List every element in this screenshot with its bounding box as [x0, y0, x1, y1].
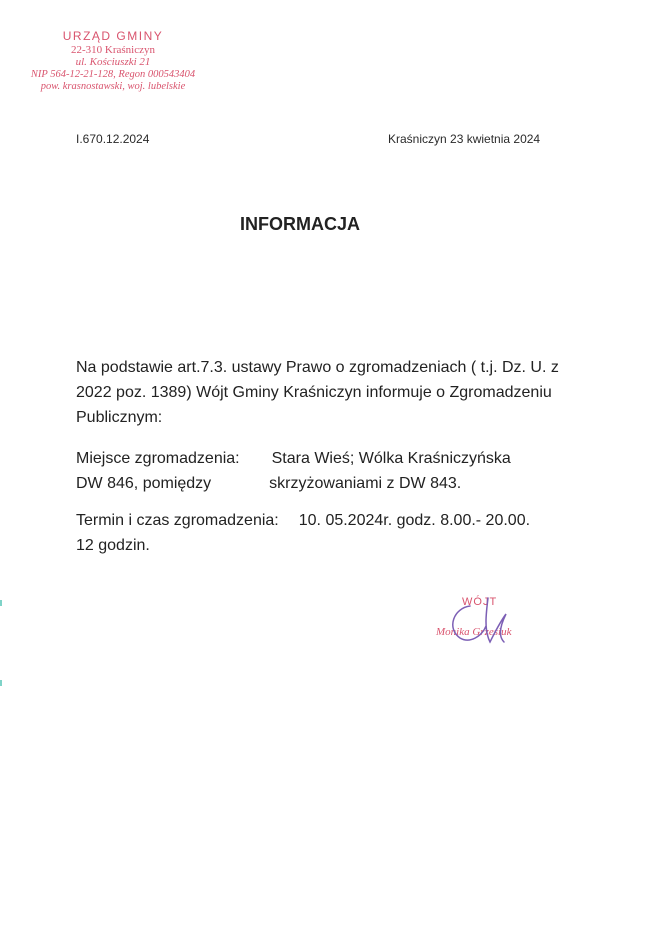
- time-section: [76, 508, 530, 558]
- document-title: INFORMACJA: [240, 214, 360, 234]
- time-row-1: [76, 508, 530, 533]
- place-row-1: [76, 446, 511, 471]
- time-value: 10. 05.2024r. godz. 8.00.- 20.00.: [298, 512, 531, 529]
- reference-number: I.670.12.2024: [76, 132, 150, 146]
- time-row-2: [76, 533, 530, 558]
- office-stamp: [18, 30, 208, 93]
- signatory-name: Monika Grzesiuk: [436, 626, 512, 638]
- handwritten-signature: [430, 592, 540, 652]
- place-row-2: [76, 471, 511, 496]
- signatory-title: WÓJT: [462, 596, 498, 608]
- stamp-line-county: pow. krasnostawski, woj. lubelskie: [40, 81, 186, 93]
- scan-edge-mark: [0, 680, 2, 686]
- place-section: [76, 446, 511, 496]
- place-value-2b: skrzyżowaniami z DW 843.: [269, 475, 462, 492]
- place-value-1: Stara Wieś; Wólka Kraśniczyńska: [271, 450, 511, 467]
- place-value-2a: DW 846, pomiędzy: [76, 475, 212, 492]
- time-label: Termin i czas zgromadzenia:: [76, 512, 279, 529]
- stamp-line-postal: 22-310 Kraśniczyn: [70, 43, 155, 56]
- time-duration: 12 godzin.: [76, 537, 150, 554]
- stamp-line-street: ul. Kościuszki 21: [75, 56, 151, 69]
- place-label: Miejsce zgromadzenia:: [76, 450, 240, 467]
- intro-paragraph: Na podstawie art.7.3. ustawy Prawo o zgromadzeniach ( t.j. Dz. U. z 2022 poz. 1389) Wójt Gminy Kraśniczyn informuje o Zgromadzeniu Publicznym:: [76, 359, 559, 426]
- scan-edge-mark: [0, 600, 2, 606]
- stamp-line-nip: NIP 564-12-21-128, Regon 000543404: [30, 69, 196, 81]
- stamp-line-office: URZĄD GMINY: [62, 29, 164, 43]
- document-date: Kraśniczyn 23 kwietnia 2024: [388, 132, 541, 146]
